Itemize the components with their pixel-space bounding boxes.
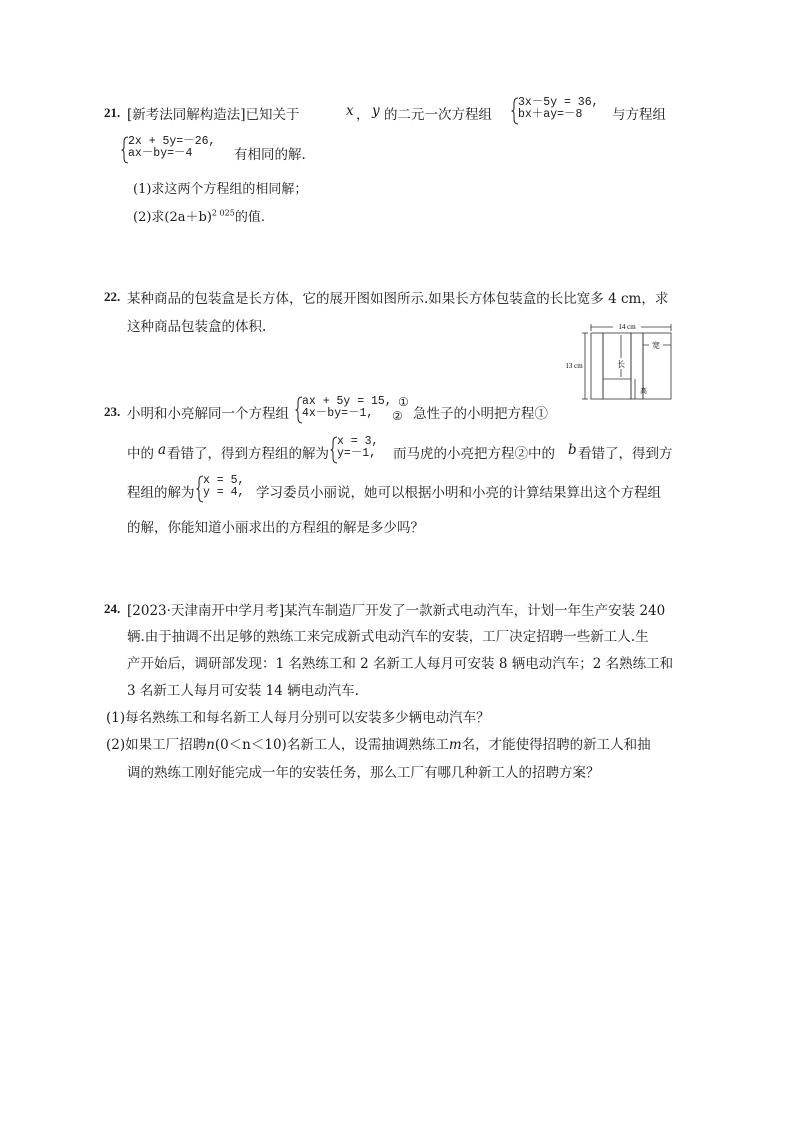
equation: ax－by=－4 [128,147,193,160]
equation-system [295,396,395,424]
equation: 3x－5y = 36, [518,96,599,109]
question-text: 中的 [127,446,154,462]
question-number: 22. [104,289,121,304]
question-text: 的解，你能知道小丽求出的方程组的解是多少吗？ [127,520,424,536]
question-text: 的值. [234,210,265,225]
height-label: 高 [640,387,647,395]
question-text: 看错了，得到方程组的解为 [167,446,329,462]
question-text: [新考法同解构造法]已知关于 [127,107,300,123]
question-text: 急性子的小明把方程① [413,406,548,422]
comma: ， [356,107,370,123]
question-text: 与方程组 [612,107,666,123]
sub-question-2 [106,733,651,753]
question-text: 看错了，得到方 [578,446,673,462]
equation: y=－1, [337,447,377,460]
question-text: 辆.由于抽调不出足够的熟练工来完成新式电动汽车的安装，工厂决定招聘一些新工人.生 [127,629,649,645]
variable-b: b [568,442,577,458]
sub-question-1: (1)每名熟练工和每名新工人每月分别可以安装多少辆电动汽车？ [106,710,490,726]
equation-system-1 [511,97,611,125]
question-text: 某种商品的包装盒是长方体，它的展开图如图所示.如果长方体包装盒的长比宽多 4 cm，求 [127,291,669,307]
equation: bx＋ay=－8 [518,108,583,121]
range: (0＜n＜10) [214,737,287,753]
box-net-figure [563,313,675,403]
question-number: 21. [104,105,121,120]
equation-mark-1: ① [398,395,409,409]
variable-y: y [372,103,380,119]
equation-system-2 [121,136,231,164]
variable-a: a [158,442,167,458]
question-text: 程组的解为 [127,485,195,501]
question-text: 学习委员小丽说，她可以根据小明和小亮的计算结果算出这个方程组 [256,485,661,501]
width-label: 宽 [652,341,660,350]
question-text: 名新工人，设需抽调熟练工 [286,737,449,753]
question-text: 名，才能使得招聘的新工人和抽 [461,737,651,753]
variable-m: m [448,737,462,753]
question-text: [2023·天津南开中学月考]某汽车制造厂开发了一款新式电动汽车，计划一年生产安装 240 [127,603,666,619]
top-dimension-label: 14 cm [618,323,636,331]
question-number: 23. [104,404,121,419]
question-text: 3 名新工人每月可安装 14 辆电动汽车. [127,683,359,699]
question-number: 24. [104,601,121,616]
exponent: 2 025 [211,208,235,218]
solution-1 [330,436,390,464]
variable-x: x [346,103,354,119]
equation: x = 5, [203,474,245,487]
question-text: 这种商品包装盒的体积. [127,319,267,335]
left-dimension-label: 13 cm [565,362,583,370]
question-text: (2)如果工厂招聘 [106,737,207,753]
question-text: 调的熟练工刚好能完成一年的安装任务，那么工厂有哪几种新工人的招聘方案？ [127,765,600,781]
question-text: 小明和小亮解同一个方程组 [127,406,289,422]
variable-n: n [206,737,215,753]
length-label: 长 [617,360,625,369]
equation: y = 4, [203,486,245,499]
sub-question-2 [133,206,265,225]
equation-mark-2: ② [392,409,403,423]
sub-question-1: (1)求这两个方程组的相同解； [133,182,308,197]
equation: ax + 5y = 15, [302,395,392,408]
equation: x = 3, [337,435,379,448]
equation: 4x－by=－1, [302,407,374,420]
solution-2 [196,475,256,503]
question-text: 产开始后，调研部发现：1 名熟练工和 2 名新工人每月可安装 8 辆电动汽车；2 名熟练工和 [127,656,674,672]
question-text: 的二元一次方程组 [384,107,492,123]
expression: (2)求(2a＋b) [133,210,212,225]
equation: 2x + 5y=－26, [128,135,216,148]
question-text: 有相同的解. [234,147,306,163]
question-text: 而马虎的小亮把方程②中的 [393,446,555,462]
